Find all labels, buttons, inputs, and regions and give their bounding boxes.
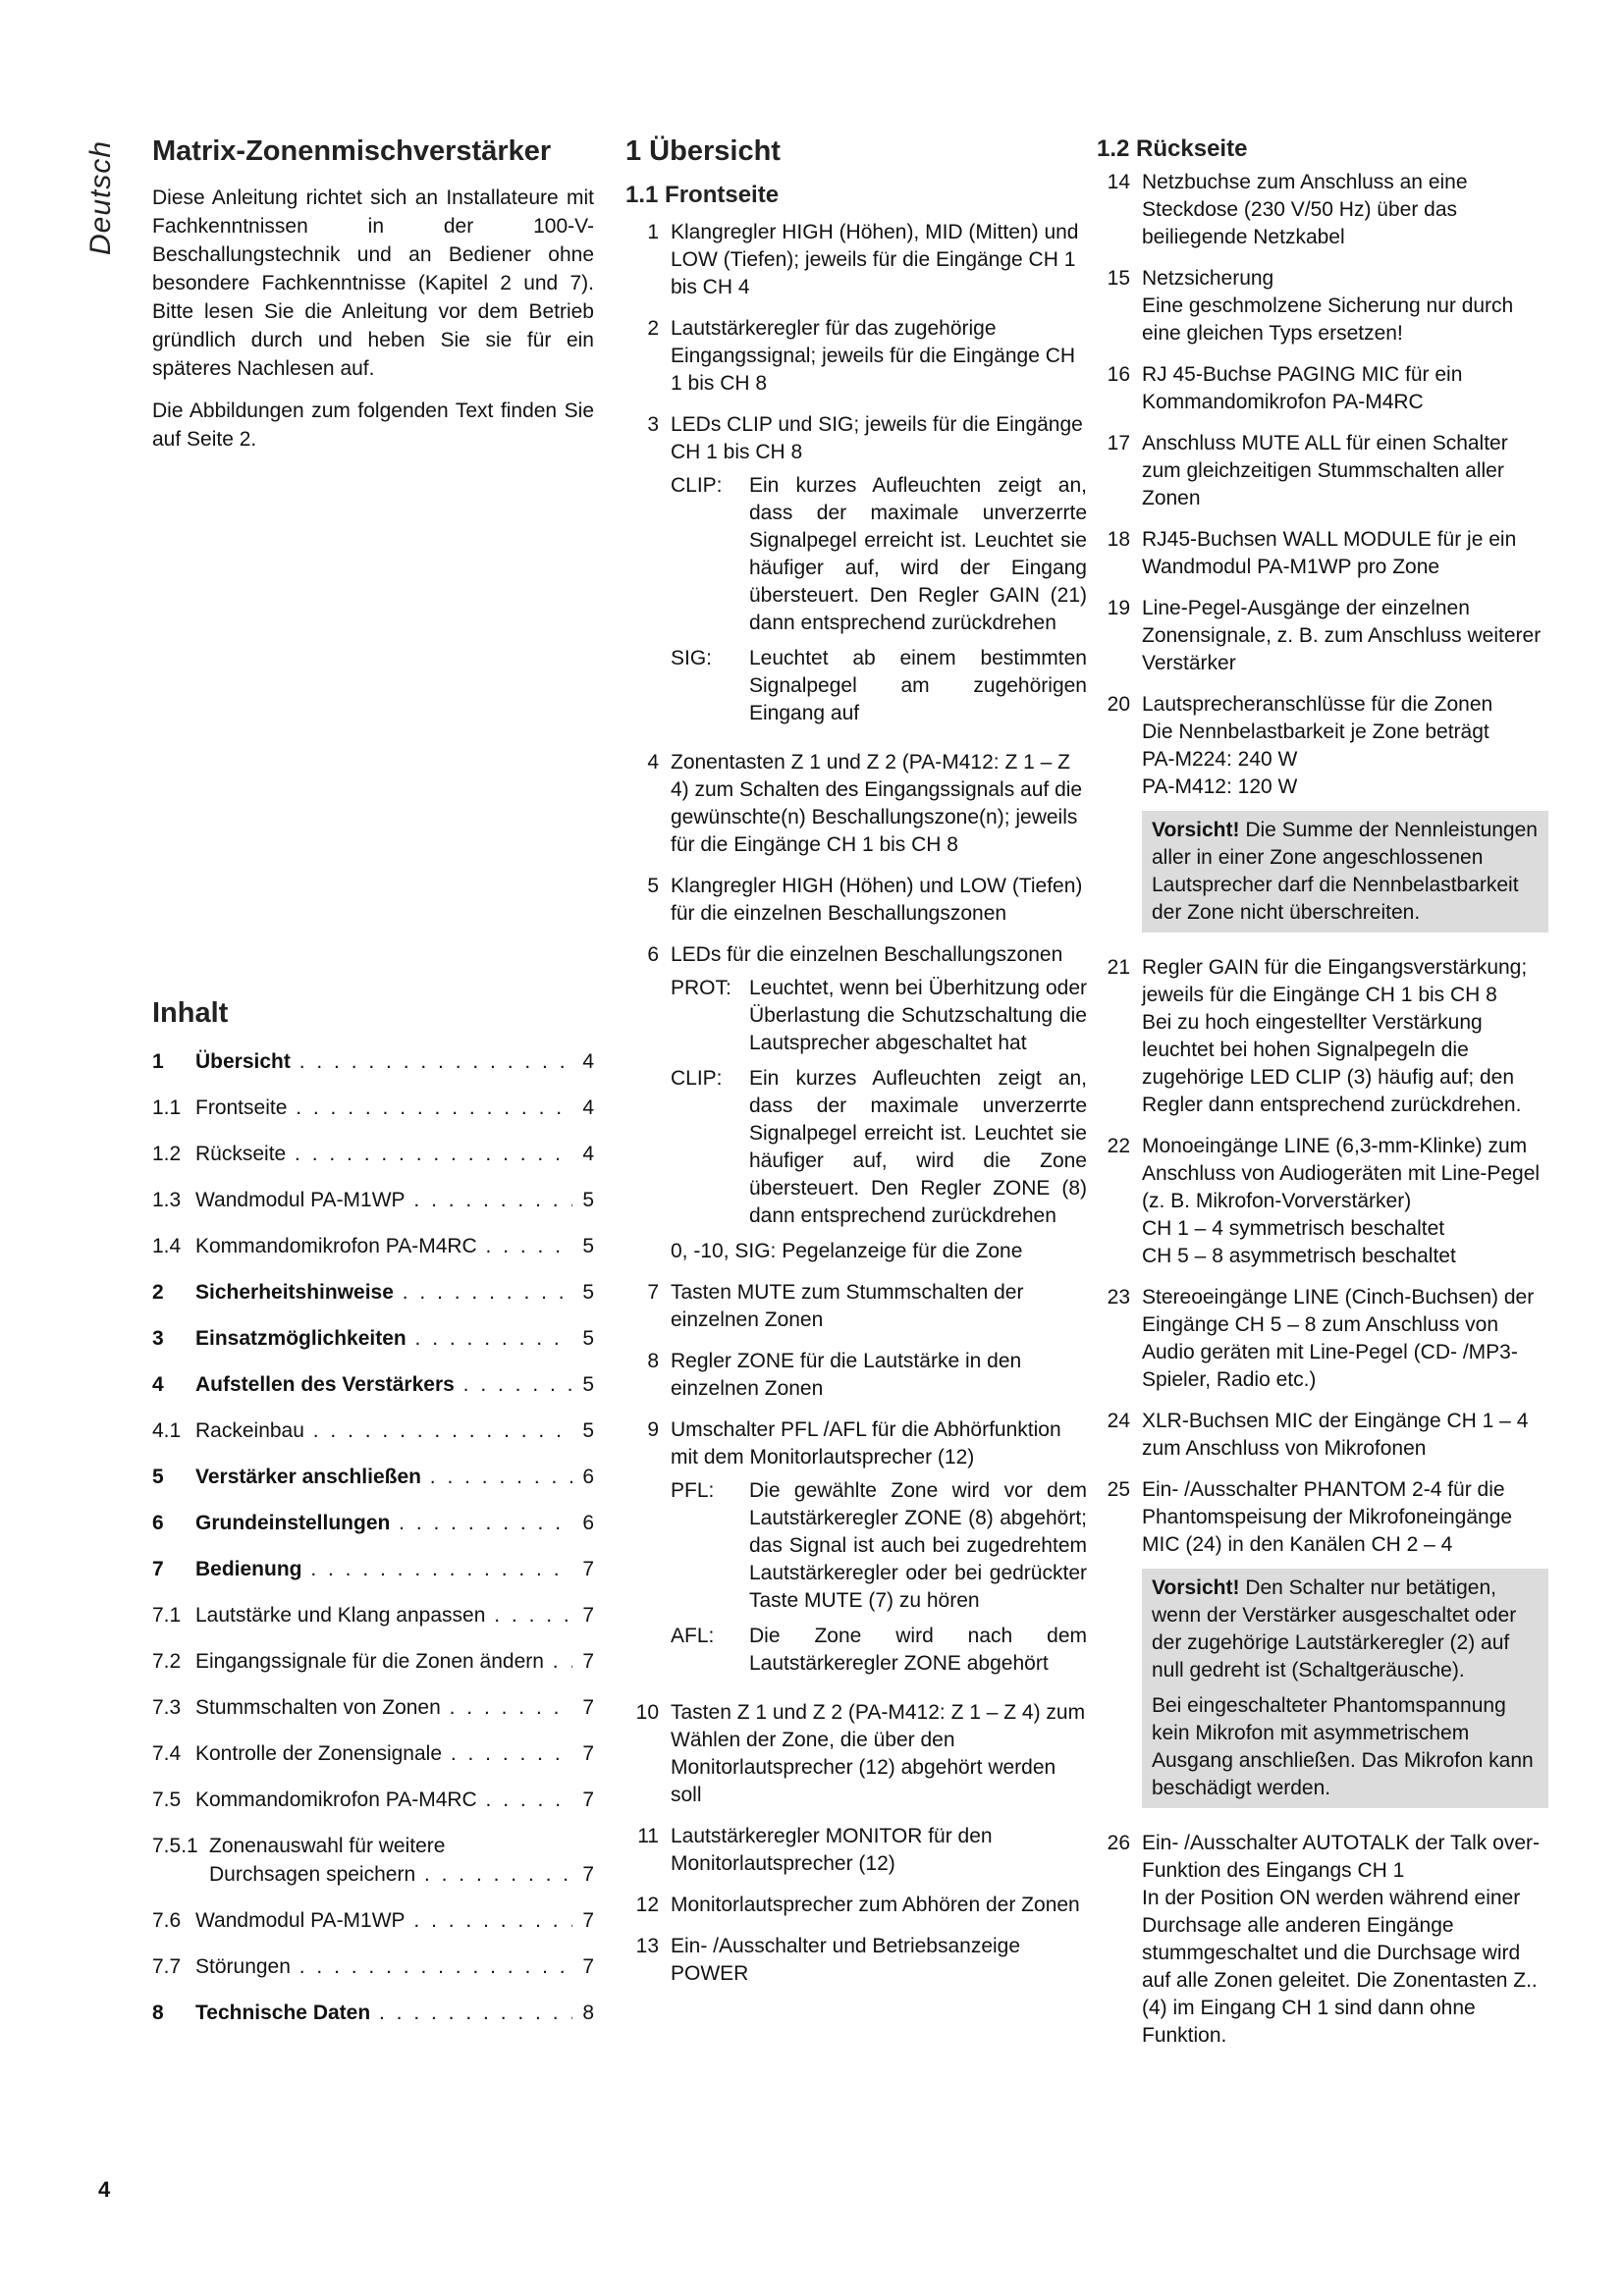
list-item: 26 Ein- /Ausschalter AUTOTALK der Talk over-Funktion des Eingangs CH 1 In der Position ON werden während einer Durchsage alle anderen Eingänge stummgeschaltet und die Durchsage wird auf alle Zonen geleitet. Die Zonentasten Z.. (4) im Eingang CH 1 sind dann ohne Funktion. (1107, 1832, 1540, 2047)
figures-note: Die Abbildungen zum folgenden Text finden Sie auf Seite 2. (152, 400, 594, 451)
list-item: 5 Klangregler HIGH (Höhen) und LOW (Tiefen) für die einzelnen Beschallungszonen (647, 875, 1083, 925)
list-item: 12 Monitorlautsprecher zum Abhören der Zonen (635, 1894, 1080, 1916)
toc-heading: Inhalt (152, 997, 229, 1029)
definition: PROT: Leuchtet, wenn bei Überhitzung oder Überlastung die Schutzschaltung die Lautsprecher abgeschaltet hat (671, 977, 1087, 1054)
list-item: 21 Regler GAIN für die Eingangsverstärkung; jeweils für die Eingänge CH 1 bis CH 8 Bei zu hoch eingestellter Verstärkung leuchtet bei hohen Signalpegeln die zugehörige LED CLIP (3) häufig auf; den Regler dann entsprechend zurückdrehen. (1107, 956, 1528, 1116)
toc-entry[interactable]: 7.7 Störungen . . . 7 (152, 1952, 594, 1981)
caution-note: Vorsicht! Den Schalter nur betätigen, wenn der Verstärker ausgeschaltet oder der zugehörige Lautstärkeregler (2) auf null gedreht ist (Schaltgeräusche). Bei eingeschalteter Phantomspannung kein Mikrofon mit asymmetrischem Ausgang anschließen. Das Mikrofon kann beschädigt werden. (1142, 1569, 1548, 1808)
section-heading: 1 Übersicht (625, 135, 781, 167)
language-side-label: Deutsch (84, 139, 117, 255)
toc-entry[interactable]: 1 Übersicht . . . 4 (152, 1047, 594, 1076)
list-item: 14 Netzbuchse zum Anschluss an eine Steckdose (230 V/50 Hz) über das beiliegende Netzkabel (1107, 171, 1468, 248)
toc-entry[interactable]: 1.3 Wandmodul PA-M1WP . . . 5 (152, 1186, 594, 1214)
subsection-heading: 1.1 Frontseite (625, 182, 780, 208)
toc-entry[interactable]: 7.5 Kommandomikrofon PA-M4RC . . . 7 (152, 1786, 594, 1814)
intro-column (152, 135, 594, 2045)
caution-note: Vorsicht! Die Summe der Nennleistungen aller in einer Zone angeschlossenen Lautsprecher darf die Nennbelastbarkeit der Zone nicht überschreiten. (1142, 811, 1548, 933)
toc-entry[interactable]: 7.4 Kontrolle der Zonensignale . . . 7 (152, 1739, 594, 1768)
list-item: 22 Monoeingänge LINE (6,3-mm-Klinke) zum Anschluss von Audiogeräten mit Line-Pegel (z. B. Mikrofon-Vorverstärker) CH 1 – 4 symmetrisch beschaltet CH 5 – 8 asymmetrisch beschaltet (1107, 1135, 1541, 1267)
list-item: 9 Umschalter PFL /AFL für die Abhörfunktion mit dem Monitorlautsprecher (12) PFL: Die gewählte Zone wird vor dem Lautstärkeregler ZONE (8) abgehört; das Signal ist auch bei zugedrehtem Lautstärkeregler oder bei gedrückter Taste MUTE (7) zu hören AFL: Die Zone wird nach dem Lautstärkeregler ZONE abgehört (625, 1416, 1087, 1685)
list-item: 20 Lautsprecheranschlüsse für die Zonen Die Nennbelastbarkeit je Zone beträgt PA-M224: 240 W PA-M412: 120 W Vorsicht! Die Summe der Nennleistungen aller in einer Zone angeschlossenen Lautsprecher darf die Nennbelastbarkeit der Zone nicht überschreiten. (1097, 691, 1548, 940)
list-item: 11 Lautstärkeregler MONITOR für den Monitorlautsprecher (12) (637, 1825, 993, 1875)
toc-entry[interactable]: 7.5.1 Zonenauswahl für weitere Durchsagen speichern . . . 7 (152, 1832, 594, 1889)
toc-entry[interactable]: 1.4 Kommandomikrofon PA-M4RC . . . 5 (152, 1232, 594, 1260)
list-item: 7 Tasten MUTE zum Stummschalten der einzelnen Zonen (647, 1281, 1024, 1331)
page-number: 4 (98, 2177, 111, 2202)
list-item: 10 Tasten Z 1 und Z 2 (PA-M412: Z 1 – Z 4) zum Wählen der Zone, die über den Monitorlautsprecher (12) abgehört werden soll (635, 1701, 1086, 1806)
list-item: 24 XLR-Buchsen MIC der Eingänge CH 1 – 4 zum Anschluss von Mikrofonen (1107, 1410, 1529, 1460)
list-item: 23 Stereoeingänge LINE (Cinch-Buchsen) der Eingänge CH 5 – 8 zum Anschluss von Audio geräten mit Line-Pegel (CD- /MP3-Spieler, Radio etc.) (1107, 1286, 1535, 1391)
toc-entry[interactable]: 7 Bedienung . . . 7 (152, 1555, 594, 1583)
list-item: 15 Netzsicherung Eine geschmolzene Sicherung nur durch eine gleichen Typs ersetzen! (1107, 267, 1514, 345)
subsection-heading: 1.2 Rückseite (1097, 135, 1248, 162)
definition: AFL: Die Zone wird nach dem Lautstärkeregler ZONE abgehört (671, 1625, 1087, 1675)
toc-entry[interactable]: 4 Aufstellen des Verstärkers . . . 5 (152, 1370, 594, 1399)
list-item: 16 RJ 45-Buchse PAGING MIC für ein Kommandomikrofon PA-M4RC (1107, 363, 1463, 413)
front-panel-column (625, 135, 1087, 2002)
toc-entry[interactable]: 7.6 Wandmodul PA-M1WP . . . 7 (152, 1906, 594, 1935)
list-item: 2 Lautstärkeregler für das zugehörige Eingangssignal; jeweils für die Eingänge CH 1 bis CH 8 (647, 317, 1076, 395)
toc-entry[interactable]: 5 Verstärker anschließen . . . 6 (152, 1463, 594, 1491)
toc-entry[interactable]: 4.1 Rackeinbau . . . 5 (152, 1416, 594, 1445)
definition: CLIP: Ein kurzes Aufleuchten zeigt an, dass der maximale unverzerrte Signalpegel erreicht ist. Leuchtet sie häufiger auf, wird der Eingang übersteuert. Den Regler GAIN (21) dann entsprechend zurückdrehen (671, 474, 1087, 634)
toc-entry[interactable]: 7.1 Lautstärke und Klang anpassen . . . 7 (152, 1601, 594, 1629)
definition: CLIP: Ein kurzes Aufleuchten zeigt an, dass der maximale unverzerrte Signalpegel erreicht ist. Leuchtet sie häufiger auf, wird die Zone übersteuert. Den Regler ZONE (8) dann entsprechend zurückdrehen (671, 1067, 1087, 1227)
list-item: 1 Klangregler HIGH (Höhen), MID (Mitten) und LOW (Tiefen); jeweils für die Eingänge CH 1 bis CH 4 (647, 221, 1079, 298)
list-item: 25 Ein- /Ausschalter PHANTOM 2-4 für die Phantomspeisung der Mikrofoneingänge MIC (24) in den Kanälen CH 2 – 4 Vorsicht! Den Schalter nur betätigen, wenn der Verstärker ausgeschaltet oder der zugehörige Lautstärkeregler (2) auf null gedreht ist (Schaltgeräusche). Bei eingeschalteter Phantomspannung kein Mikrofon mit asymmetrischem Ausgang anschließen. Das Mikrofon kann beschädigt werden. (1097, 1476, 1548, 1816)
toc-entry[interactable]: 6 Grundeinstellungen . . . 6 (152, 1509, 594, 1537)
list-item: 18 RJ45-Buchsen WALL MODULE für je ein Wandmodul PA-M1WP pro Zone (1107, 528, 1517, 578)
document-title: Matrix-Zonenmischverstärker (152, 135, 552, 167)
toc-entry[interactable]: 7.2 Eingangssignale für die Zonen ändern . . . 7 (152, 1647, 594, 1676)
table-of-contents (152, 1047, 594, 2027)
rear-panel-column (1097, 135, 1548, 2063)
list-item: 13 Ein- /Ausschalter und Betriebsanzeige POWER (635, 1935, 1021, 1985)
list-item: 19 Line-Pegel-Ausgänge der einzelnen Zonensignale, z. B. zum Anschluss weiterer Verstärker (1107, 597, 1542, 674)
list-item: 4 Zonentasten Z 1 und Z 2 (PA-M412: Z 1 – Z 4) zum Schalten des Eingangssignals auf die gewünschte(n) Beschallungszone(n); jeweils für die Eingänge CH 1 bis CH 8 (647, 751, 1083, 856)
definition: SIG: Leuchtet ab einem bestimmten Signalpegel am zugehörigen Eingang auf (671, 647, 1087, 724)
toc-entry[interactable]: 1.1 Frontseite . . . 4 (152, 1094, 594, 1122)
toc-entry[interactable]: 1.2 Rückseite . . . 4 (152, 1140, 594, 1168)
list-item: 8 Regler ZONE für die Lautstärke in den einzelnen Zonen (647, 1350, 1022, 1400)
definition: PFL: Die gewählte Zone wird vor dem Lautstärkeregler ZONE (8) abgehört; das Signal ist auch bei zugedrehtem Lautstärkeregler oder bei gedrückter Taste MUTE (7) zu hören (671, 1479, 1087, 1612)
list-item: 3 LEDs CLIP und SIG; jeweils für die Eingänge CH 1 bis CH 8 CLIP: Ein kurzes Aufleuchten zeigt an, dass der maximale unverzerrte Signalpegel erreicht ist. Leuchtet sie häufiger auf, wird der Eingang übersteuert. Den Regler GAIN (21) dann entsprechend zurückdrehen SIG: Leuchtet ab einem bestimmten Signalpegel am zugehörigen Eingang auf (625, 411, 1087, 735)
toc-entry[interactable]: 8 Technische Daten . . . 8 (152, 1999, 594, 2027)
list-item: 17 Anschluss MUTE ALL für einen Schalter zum gleichzeitigen Stummschalten aller Zonen (1107, 432, 1508, 509)
intro-paragraph: Diese Anleitung richtet sich an Installateure mit Fachkenntnissen in der 100-V-Beschallungstechnik und an Bediener ohne besondere Fachkenntnisse (Kapitel 2 und 7). Bitte lesen Sie die Anleitung vor dem Betrieb gründlich durch und heben Sie sie für ein späteres Nachlesen auf. (152, 187, 594, 380)
list-item: 6 LEDs für die einzelnen Beschallungszonen PROT: Leuchtet, wenn bei Überhitzung oder Überlastung die Schutzschaltung die Lautsprecher abgeschaltet hat CLIP: Ein kurzes Aufleuchten zeigt an, dass der maximale unverzerrte Signalpegel erreicht ist. Leuchtet sie häufiger auf, wird die Zone übersteuert. Den Regler ZONE (8) dann entsprechend zurückdrehen 0, -10, SIG: Pegelanzeige für die Zone (647, 943, 1087, 1262)
toc-entry[interactable]: 2 Sicherheitshinweise . . . 5 (152, 1278, 594, 1307)
toc-entry[interactable]: 7.3 Stummschalten von Zonen . . . 7 (152, 1693, 594, 1722)
toc-entry[interactable]: 3 Einsatzmöglichkeiten . . . 5 (152, 1324, 594, 1353)
